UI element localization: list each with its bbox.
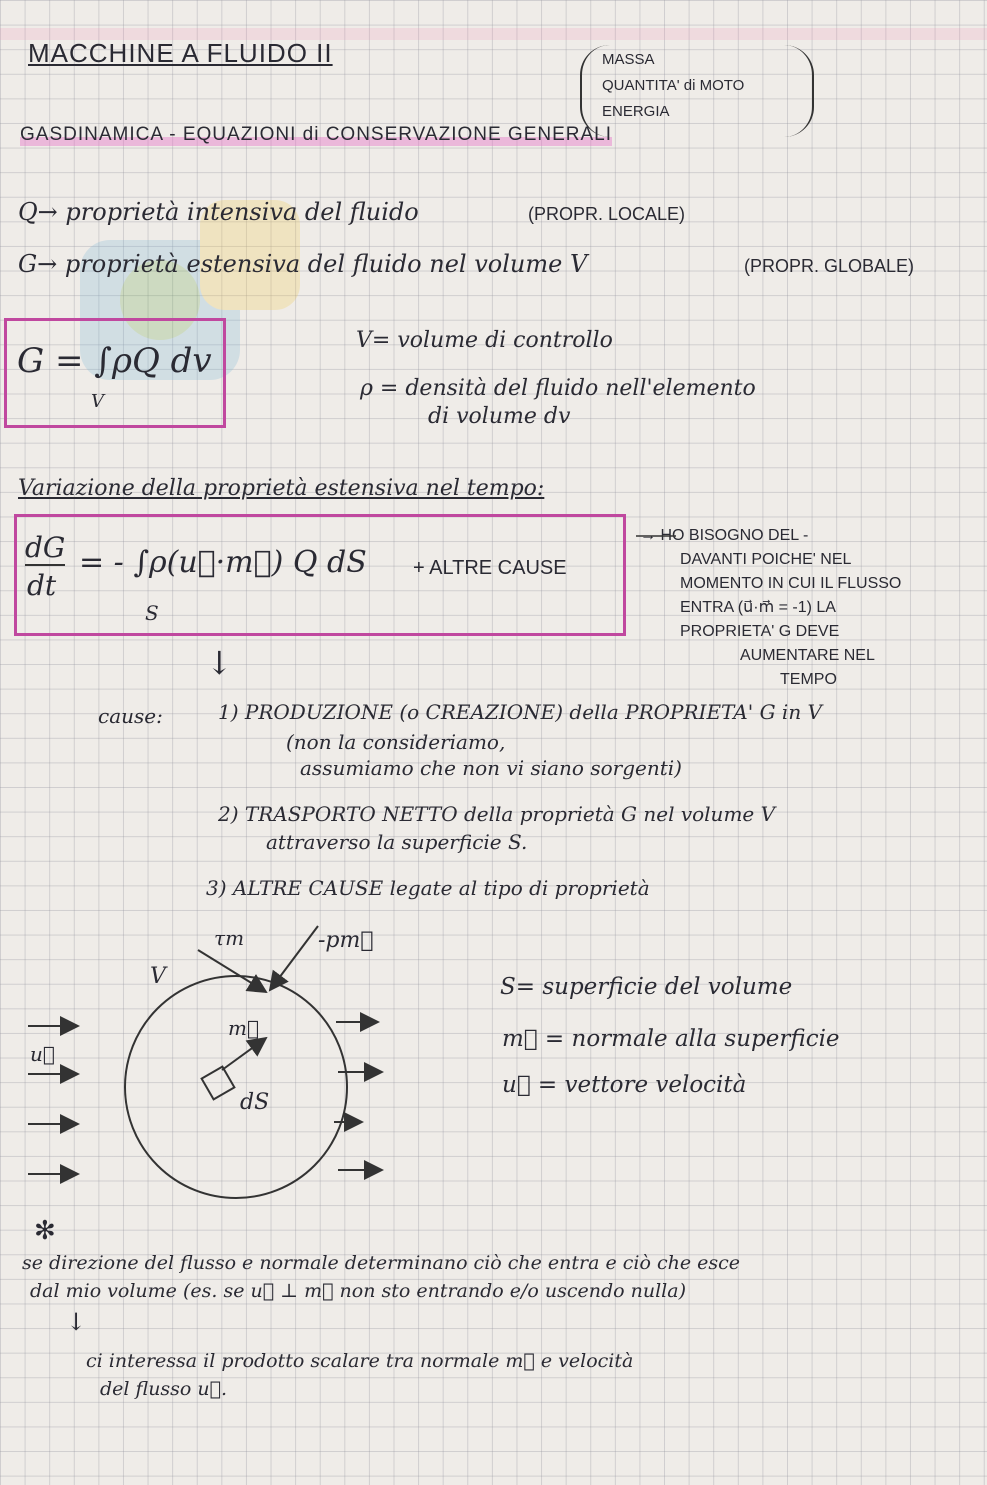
footnote-line3: ci interessa il prodotto scalare tra normale m⃗ e velocità	[86, 1350, 634, 1372]
rho-definition-line2: di volume dv	[428, 404, 571, 429]
normal-definition: m⃗ = normale alla superficie	[502, 1026, 840, 1052]
brace-item-mass: MASSA	[602, 51, 655, 68]
rho-definition-line1: ρ = densità del fluido nell'elemento	[360, 376, 756, 401]
q-definition: Q→ proprietà intensiva del fluido	[18, 198, 419, 226]
brace-item-energy: ENERGIA	[602, 103, 670, 120]
velocity-label: u⃗	[30, 1042, 55, 1066]
note-line: TEMPO	[780, 671, 837, 688]
section-subtitle: GASDINAMICA - EQUAZIONI di CONSERVAZIONE GENERALI	[20, 124, 613, 145]
g-definition: G→ proprietà estensiva del fluido nel volume V	[18, 250, 588, 278]
footnote-line2: dal mio volume (es. se u⃗ ⊥ m⃗ non sto entrando e/o uscendo nulla)	[30, 1280, 686, 1302]
ds-label: dS	[240, 1090, 270, 1115]
formula-numerator: dG	[25, 531, 66, 564]
formula-rhs: = - ∫ρ(u⃗·m⃗) Q dS	[79, 545, 367, 580]
brace-item-momentum: QUANTITA' di MOTO	[602, 77, 745, 94]
cause-3-title: 3) ALTRE CAUSE legate al tipo di proprietà	[206, 876, 650, 900]
velocity-definition: u⃗ = vettore velocità	[502, 1072, 747, 1098]
tau-label: τm	[214, 926, 245, 950]
formula-subscript: S	[145, 601, 159, 625]
footnote-line1: se direzione del flusso e normale determinano ciò che entra e ciò che esce	[22, 1252, 740, 1274]
cause-2-note: attraverso la superficie S.	[266, 830, 528, 854]
surface-definition: S= superficie del volume	[500, 974, 793, 1000]
variation-heading: Variazione della proprietà estensiva nel tempo:	[18, 476, 545, 501]
down-arrow: ↓	[206, 644, 233, 682]
formula-other-causes: + ALTRE CAUSE	[413, 557, 567, 579]
note-line: MOMENTO IN CUI IL FLUSSO	[680, 575, 902, 592]
v-definition: V= volume di controllo	[356, 328, 613, 353]
cause-2-title: 2) TRASPORTO NETTO della proprietà G nel volume V	[218, 802, 776, 826]
pressure-label: -pm⃗	[318, 928, 374, 953]
causes-label: cause:	[98, 704, 163, 728]
volume-label: V	[150, 964, 166, 989]
normal-label: m⃗	[228, 1016, 259, 1040]
cause-1-title: 1) PRODUZIONE (o CREAZIONE) della PROPRIETA' G in V	[218, 700, 822, 724]
note-line: AUMENTARE NEL	[740, 647, 875, 664]
formula-denominator: dt	[27, 569, 57, 602]
note-line: ENTRA (u⃗·m⃗ = -1) LA	[680, 599, 836, 616]
footnote-arrow: ↓	[66, 1308, 87, 1336]
cause-1-note-2: assumiamo che non vi siano sorgenti)	[300, 756, 682, 780]
note-line: → HO BISOGNO DEL -	[640, 527, 809, 544]
g-note: (PROPR. GLOBALE)	[744, 256, 915, 276]
integral-formula: G = ∫ρQ dv	[17, 341, 212, 381]
page-title: MACCHINE A FLUIDO II	[28, 38, 333, 68]
q-note: (PROPR. LOCALE)	[528, 204, 686, 224]
cause-1-note: (non la consideriamo,	[286, 730, 506, 754]
pressure-arrow	[270, 926, 318, 990]
integral-subscript: V	[91, 391, 104, 412]
tau-arrow	[198, 950, 266, 992]
note-line: DAVANTI POICHE' NEL	[680, 551, 852, 568]
normal-arrow	[222, 1038, 266, 1070]
asterisk-icon: ✻	[34, 1216, 56, 1246]
footnote-line4: del flusso u⃗.	[100, 1378, 228, 1400]
note-line: PROPRIETA' G DEVE	[680, 623, 840, 640]
